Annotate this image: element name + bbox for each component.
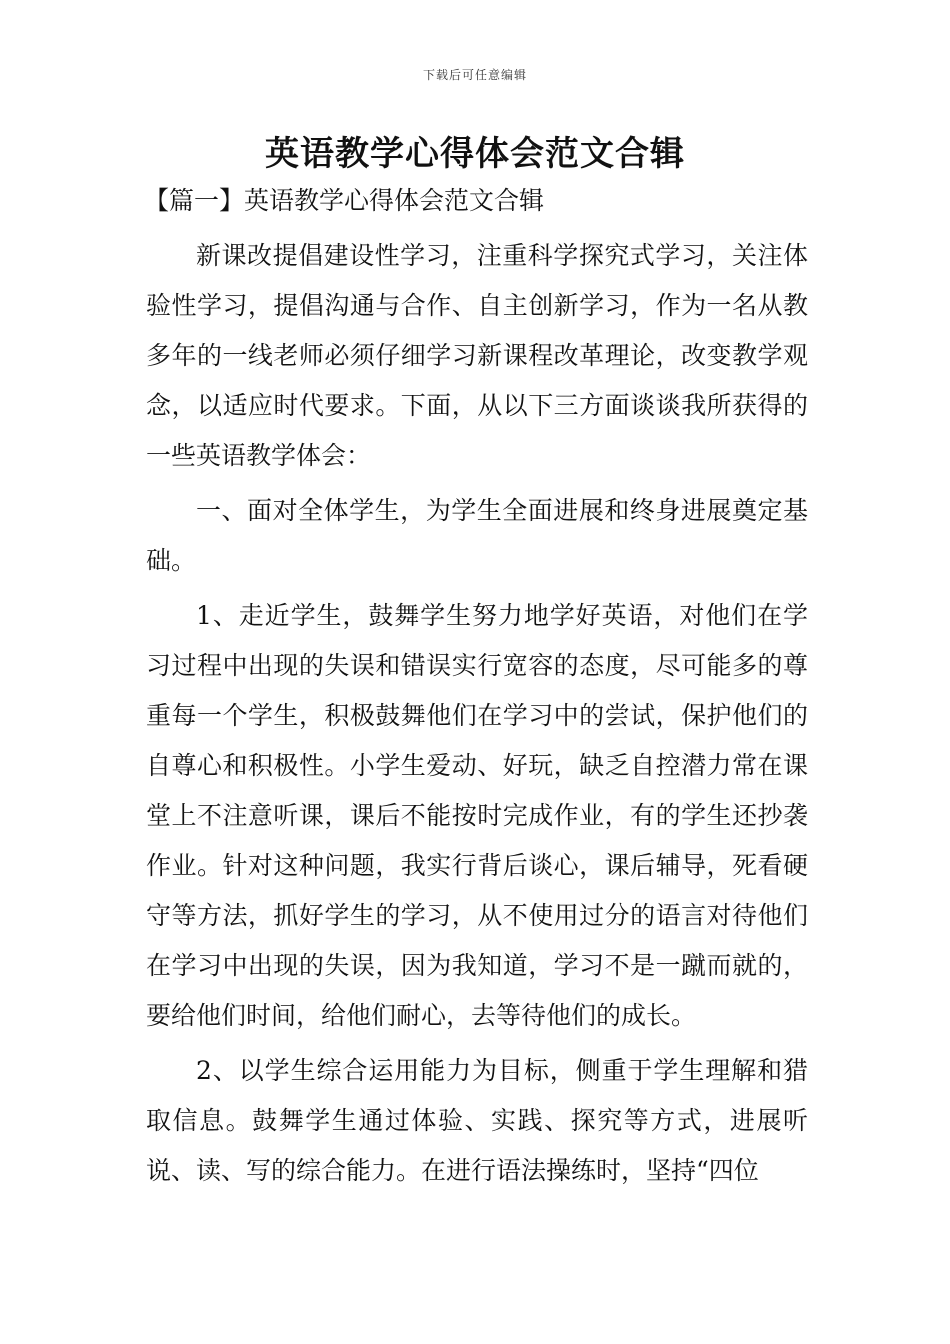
paragraph-point-one: 一、面对全体学生，为学生全面进展和终身进展奠定基础。 [146,496,808,575]
document-title: 英语教学心得体会范文合辑 [265,134,685,174]
document-body [146,186,808,1201]
paragraph-item-1: 1、走近学生，鼓舞学生努力地学好英语，对他们在学习过程中出现的失误和错误实行宽容的态度，尽可能多的尊重每一个学生，积极鼓舞他们在学习中的尝试，保护他们的自尊心和积极性。小学生爱动、好玩，缺乏自控潜力常在课堂上不注意听课，课后不能按时完成作业，有的学生还抄袭作业。针对这种问题，我实行背后谈心，课后辅导，死看硬守等方法，抓好学生的学习，从不使用过分的语言对待他们在学习中出现的失误，因为我知道，学习不是一蹴而就的，要给他们时间，给他们耐心，去等待他们的成长。 [146,601,808,1030]
header-note: 下载后可任意编辑 [422,68,527,82]
paragraph-intro: 新课改提倡建设性学习，注重科学探究式学习，关注体验性学习，提倡沟通与合作、自主创新学习，作为一名从教多年的一线老师必须仔细学习新课程改革理论，改变教学观念，以适应时代要求。下面，从以下三方面谈谈我所获得的一些英语教学体会： [146,241,808,470]
paragraph-item-2: 2、以学生综合运用能力为目标，侧重于学生理解和猎取信息。鼓舞学生通过体验、实践、探究等方式，进展听说、读、写的综合能力。在进行语法操练时，坚持“四位 [146,1056,808,1185]
section-heading: 【篇一】英语教学心得体会范文合辑 [144,186,545,215]
